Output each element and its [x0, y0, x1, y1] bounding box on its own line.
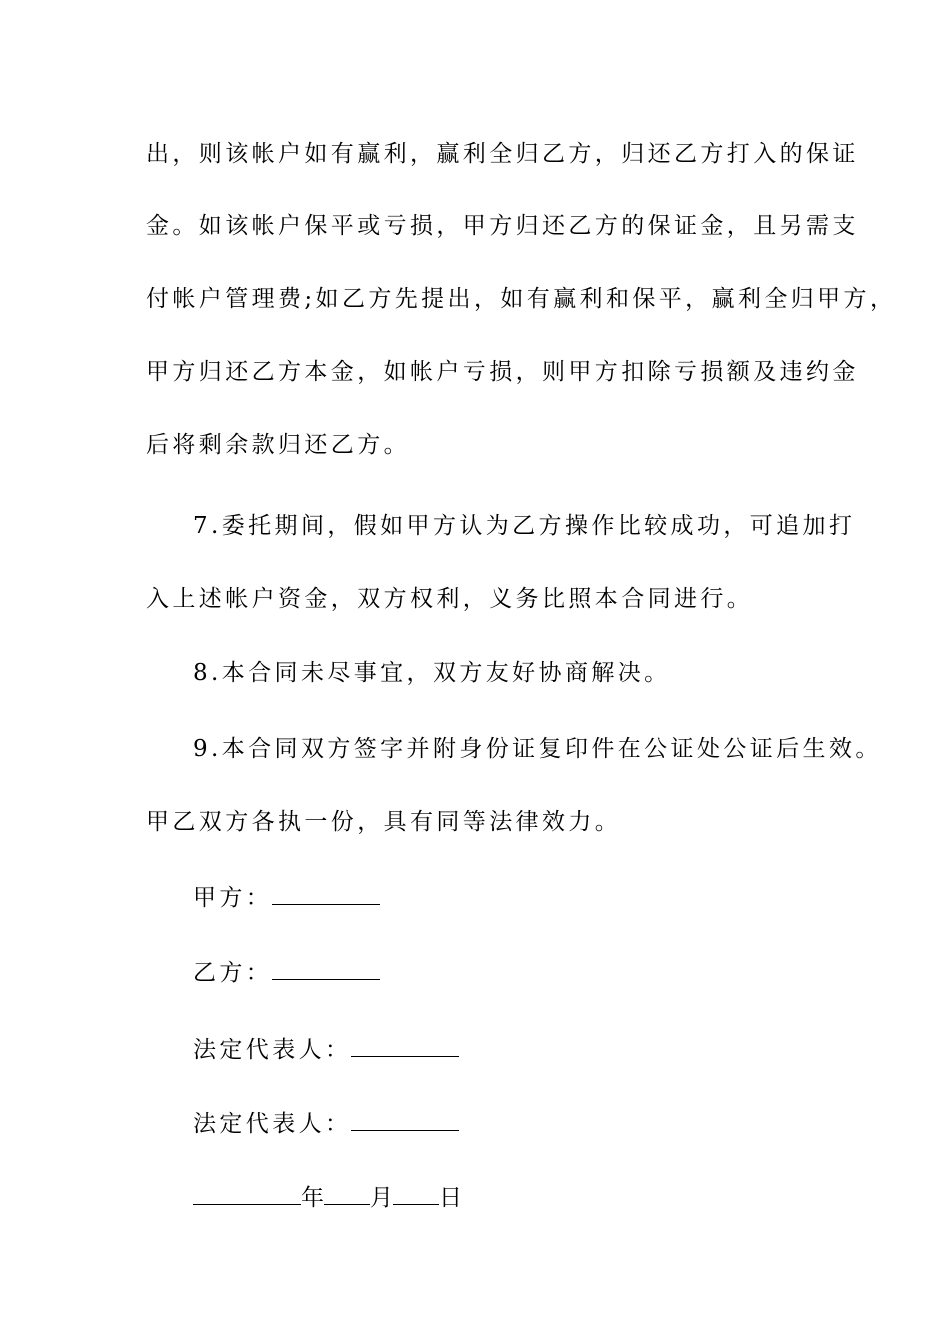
legal-rep-1-signature-blank	[351, 1038, 459, 1057]
paragraph-line-1: 出，则该帐户如有赢利，赢利全归乙方，归还乙方打入的保证	[146, 141, 859, 167]
clause-8: 8.本合同未尽事宜，双方友好协商解决。	[193, 660, 671, 686]
party-a-signature-blank	[272, 886, 380, 905]
clause-7-line-1: 7.委托期间，假如甲方认为乙方操作比较成功，可追加打	[193, 513, 856, 539]
party-a-label: 甲方：	[193, 885, 273, 911]
paragraph-line-3: 付帐户管理费;如乙方先提出，如有赢利和保平，赢利全归甲方，	[146, 286, 897, 312]
clause-9-line-1: 9.本合同双方签字并附身份证复印件在公证处公证后生效。	[193, 736, 882, 762]
paragraph-line-2: 金。如该帐户保平或亏损，甲方归还乙方的保证金，且另需支	[146, 213, 859, 239]
date-line	[193, 1182, 893, 1214]
party-b-signature-blank	[272, 961, 380, 980]
party-b-label: 乙方：	[193, 960, 273, 986]
signature-legal-rep-1	[193, 1034, 893, 1066]
signature-party-a	[193, 882, 893, 914]
legal-rep-1-label: 法定代表人：	[193, 1037, 352, 1063]
year-blank	[193, 1186, 301, 1205]
month-label: 月	[370, 1185, 393, 1211]
legal-rep-2-label: 法定代表人：	[193, 1111, 352, 1137]
year-label: 年	[301, 1185, 324, 1211]
month-blank	[324, 1186, 370, 1205]
day-blank	[393, 1186, 439, 1205]
day-label: 日	[439, 1185, 462, 1211]
signature-legal-rep-2	[193, 1108, 893, 1140]
clause-7-line-2: 入上述帐户资金，双方权利，义务比照本合同进行。	[146, 586, 754, 612]
paragraph-line-4: 甲方归还乙方本金，如帐户亏损，则甲方扣除亏损额及违约金	[146, 359, 859, 385]
legal-rep-2-signature-blank	[351, 1112, 459, 1131]
clause-9-line-2: 甲乙双方各执一份，具有同等法律效力。	[146, 809, 622, 835]
paragraph-line-5: 后将剩余款归还乙方。	[146, 432, 410, 458]
signature-party-b	[193, 957, 893, 989]
